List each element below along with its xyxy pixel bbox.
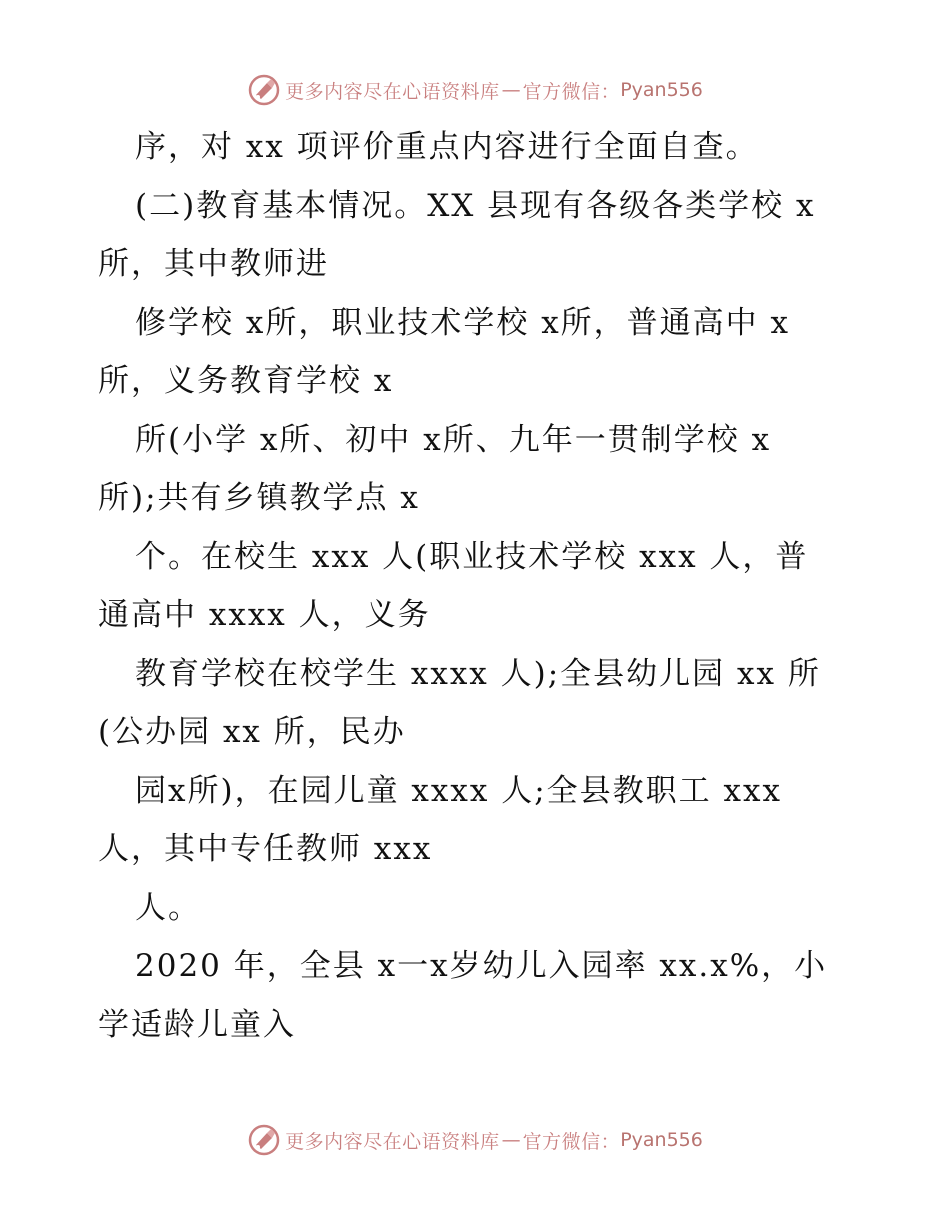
- text-line: 人，其中专任教师 xxx: [98, 831, 433, 867]
- logo-icon: [247, 1123, 281, 1157]
- watermark-contact-value: Pyan556: [620, 79, 703, 101]
- footer-watermark: [0, 1120, 950, 1160]
- text-line: 修学校 x所，职业技术学校 x所，普通高中 x: [135, 304, 791, 341]
- watermark-contact-value: Pyan556: [620, 1129, 703, 1151]
- text-line: (二)教育基本情况。XX 县现有各级各类学校 x: [135, 187, 816, 224]
- text-line: 所，义务教育学校 x: [98, 363, 394, 399]
- logo-icon: [247, 73, 281, 107]
- text-line: 人。: [135, 889, 201, 926]
- text-line: (公办园 xx 所，民办: [98, 714, 406, 750]
- text-line: 序，对 xx 项评价重点内容进行全面自查。: [135, 129, 759, 165]
- watermark-text: 更多内容尽在心语资料库: [285, 80, 500, 103]
- watermark-contact-label: 官方微信：: [522, 1130, 621, 1153]
- text-line: 所);共有乡镇教学点 x: [98, 480, 420, 516]
- watermark-dash: —: [501, 79, 521, 101]
- text-line: 通高中 xxxx 人，义务: [98, 597, 431, 633]
- text-line: 教育学校在校学生 xxxx 人);全县幼儿园 xx 所: [135, 655, 821, 692]
- text-line: 园x所)，在园儿童 xxxx 人;全县教职工 xxx: [135, 772, 782, 809]
- watermark-contact-label: 官方微信：: [522, 80, 621, 103]
- watermark-text: 更多内容尽在心语资料库: [285, 1130, 500, 1153]
- text-line: 2020 年，全县 x一x岁幼儿入园率 xx.x%，小: [135, 948, 828, 984]
- text-line: 学适龄儿童入: [98, 1006, 296, 1043]
- header-watermark: [0, 70, 950, 110]
- document-body: [98, 122, 858, 1058]
- text-line: 所(小学 x所、初中 x所、九年一贯制学校 x: [135, 421, 772, 458]
- text-line: 所，其中教师进: [98, 246, 329, 282]
- text-line: 个。在校生 xxx 人(职业技术学校 xxx 人，普: [135, 538, 809, 575]
- watermark-dash: —: [501, 1129, 521, 1151]
